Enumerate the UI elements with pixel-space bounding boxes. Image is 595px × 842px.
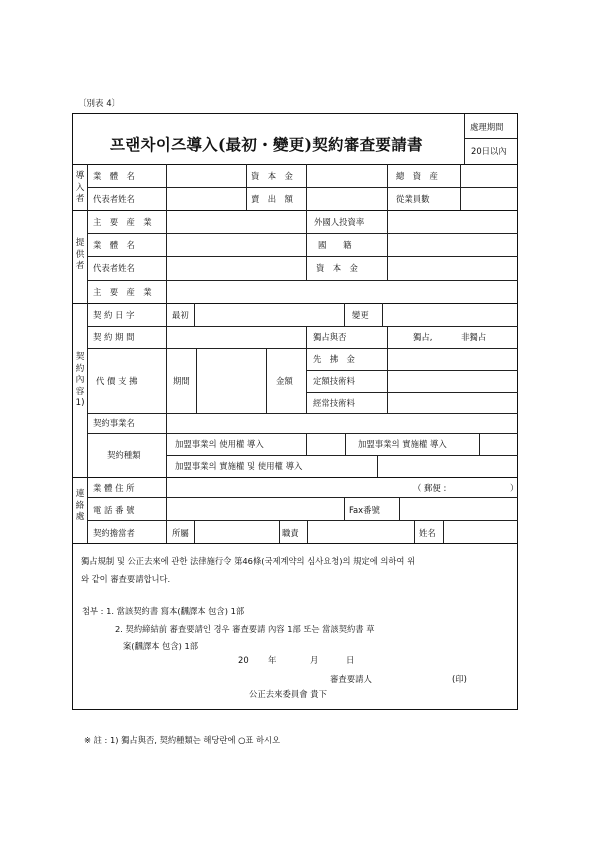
date-month-field[interactable] (282, 652, 308, 666)
type-option-use-right[interactable]: 加盟事業의 使用權 導入 (175, 439, 264, 449)
fixed-royalty-field[interactable] (388, 371, 517, 392)
provider-main-industry-field[interactable] (167, 281, 517, 303)
introducer-sales-label: 賣 出 額 (251, 194, 293, 204)
type-option-implementation-right-mark[interactable] (480, 434, 517, 455)
provider-main-industry-label: 主 要 産 業 (93, 287, 152, 297)
processing-period-label: 處理期間 (470, 122, 504, 132)
attachment-1: 첨부 : 1. 當該契約書 寫本(飜譯本 包含) 1部 (82, 606, 245, 616)
statement-line-1: 獨占規制 및 公正去來에 관한 法律施行令 第46條(국제계약의 심사요청)의 規定에 의하여 위 (81, 556, 416, 566)
running-royalty-field[interactable] (388, 393, 517, 413)
contract-period-label: 契 約 期 間 (93, 332, 135, 342)
introducer-main-industry-field[interactable] (167, 211, 306, 233)
seal-label: (印) (452, 674, 467, 684)
provider-section-label: 提供者 (75, 238, 85, 271)
provider-representative-label: 代表者姓名 (93, 263, 135, 273)
introducer-employees-label: 從業員數 (396, 194, 430, 204)
attachment-2-line-1: 2. 契約締結前 審査要請인 경우 審査要請 內容 1部 또는 當該契約書 草 (115, 624, 375, 634)
introducer-section-label: 導入者 (75, 171, 85, 204)
contract-section-label: 契約內容1) (75, 352, 85, 408)
contract-exclusivity-label: 獨占與否 (313, 332, 347, 342)
provider-company-name-field[interactable] (167, 234, 306, 256)
contract-business-name-field[interactable] (167, 414, 517, 433)
name-field[interactable] (444, 521, 517, 543)
advance-payment-field[interactable] (388, 349, 517, 370)
name-label: 姓名 (419, 528, 436, 538)
attachment-2-line-2: 案(飜譯本 包含) 1部 (123, 641, 199, 651)
applicant-field[interactable] (378, 671, 448, 685)
department-field[interactable] (195, 521, 279, 543)
payment-amount-label: 金額 (276, 376, 293, 386)
position-field[interactable] (308, 521, 414, 543)
introducer-foreign-investment-field[interactable] (388, 211, 517, 233)
advance-payment-label: 先 拂 金 (313, 354, 355, 364)
provider-company-name-label: 業 體 名 (93, 240, 135, 250)
position-label: 職責 (282, 528, 299, 538)
introducer-total-assets-field[interactable] (461, 165, 517, 187)
introducer-employees-field[interactable] (461, 188, 517, 210)
introducer-representative-field[interactable] (167, 188, 246, 210)
type-option-implementation-right[interactable]: 加盟事業의 實施權 導入 (358, 439, 447, 449)
fax-number-field[interactable] (400, 498, 517, 520)
non-exclusive-option[interactable]: 非獨占 (461, 332, 487, 342)
postal-code-close: ） (510, 483, 519, 493)
processing-period-value: 20日以內 (471, 146, 507, 156)
contract-person-label: 契約擔當者 (93, 528, 135, 538)
payment-duration-label: 期間 (173, 376, 190, 386)
fax-number-label: Fax番號 (349, 505, 380, 515)
date-year-unit: 年 (268, 655, 277, 665)
fixed-royalty-label: 定額技術料 (313, 376, 355, 386)
provider-nationality-field[interactable] (388, 234, 517, 256)
date-day-unit: 日 (346, 655, 355, 665)
introducer-company-name-field[interactable] (167, 165, 246, 187)
contract-type-label: 契約種類 (107, 450, 141, 460)
introducer-capital-label: 資 本 金 (251, 171, 293, 181)
date-year-prefix: 20 (238, 655, 249, 665)
contract-initial-date-field[interactable] (195, 304, 344, 326)
date-year-field[interactable] (250, 652, 266, 666)
contract-change-date-field[interactable] (383, 304, 517, 326)
introducer-main-industry-label: 主 要 産 業 (93, 217, 152, 227)
phone-number-label: 電 話 番 號 (93, 505, 135, 515)
provider-nationality-label: 國 籍 (318, 240, 352, 250)
introducer-sales-field[interactable] (307, 188, 387, 210)
provider-capital-label: 資 本 金 (316, 263, 358, 273)
contract-payment-label: 代 價 支 拂 (96, 376, 138, 386)
date-month-unit: 月 (310, 655, 319, 665)
contract-period-field[interactable] (167, 327, 306, 348)
payment-duration-field[interactable] (197, 349, 266, 413)
introducer-total-assets-label: 總 資 産 (396, 171, 438, 181)
introducer-company-name-label: 業 體 名 (93, 171, 135, 181)
statement-line-2: 와 같이 審査要請합니다. (81, 574, 171, 584)
contract-change-label: 變更 (352, 310, 369, 320)
introducer-representative-label: 代表者姓名 (93, 194, 135, 204)
provider-capital-field[interactable] (388, 257, 517, 280)
contract-business-name-label: 契約事業名 (93, 418, 135, 428)
company-address-field[interactable] (167, 478, 412, 497)
footnote: ※ 註 : 1) 獨占與否, 契約種類는 해당란에 ○표 하시오 (84, 735, 281, 745)
contract-date-label: 契 約 日 字 (93, 310, 135, 320)
phone-number-field[interactable] (167, 498, 344, 520)
date-day-field[interactable] (322, 652, 344, 666)
contact-section-label: 連絡處 (75, 489, 85, 522)
type-option-use-right-mark[interactable] (307, 434, 345, 455)
type-option-both-rights[interactable]: 加盟事業의 實施權 및 使用權 導入 (175, 461, 303, 471)
applicant-label: 審査要請人 (330, 674, 372, 684)
annex-label: 〔別表 4〕 (78, 99, 121, 109)
postal-code-field[interactable] (462, 478, 510, 497)
postal-code-label: （ 郵便 : (413, 483, 447, 493)
introducer-foreign-investment-label: 外國人投資率 (314, 217, 365, 227)
form-title: 프랜차이즈導入(最初・變更)契約審査要請書 (110, 135, 423, 154)
recipient-label: 公正去來委員會 貴下 (249, 689, 328, 699)
introducer-capital-field[interactable] (307, 165, 387, 187)
provider-representative-field[interactable] (167, 257, 306, 280)
department-label: 所屬 (172, 528, 189, 538)
type-option-both-rights-mark[interactable] (378, 456, 517, 477)
running-royalty-label: 經常技術料 (313, 398, 355, 408)
company-address-label: 業 體 住 所 (93, 483, 135, 493)
exclusive-option[interactable]: 獨占, (413, 332, 433, 342)
contract-initial-label: 最初 (172, 310, 189, 320)
